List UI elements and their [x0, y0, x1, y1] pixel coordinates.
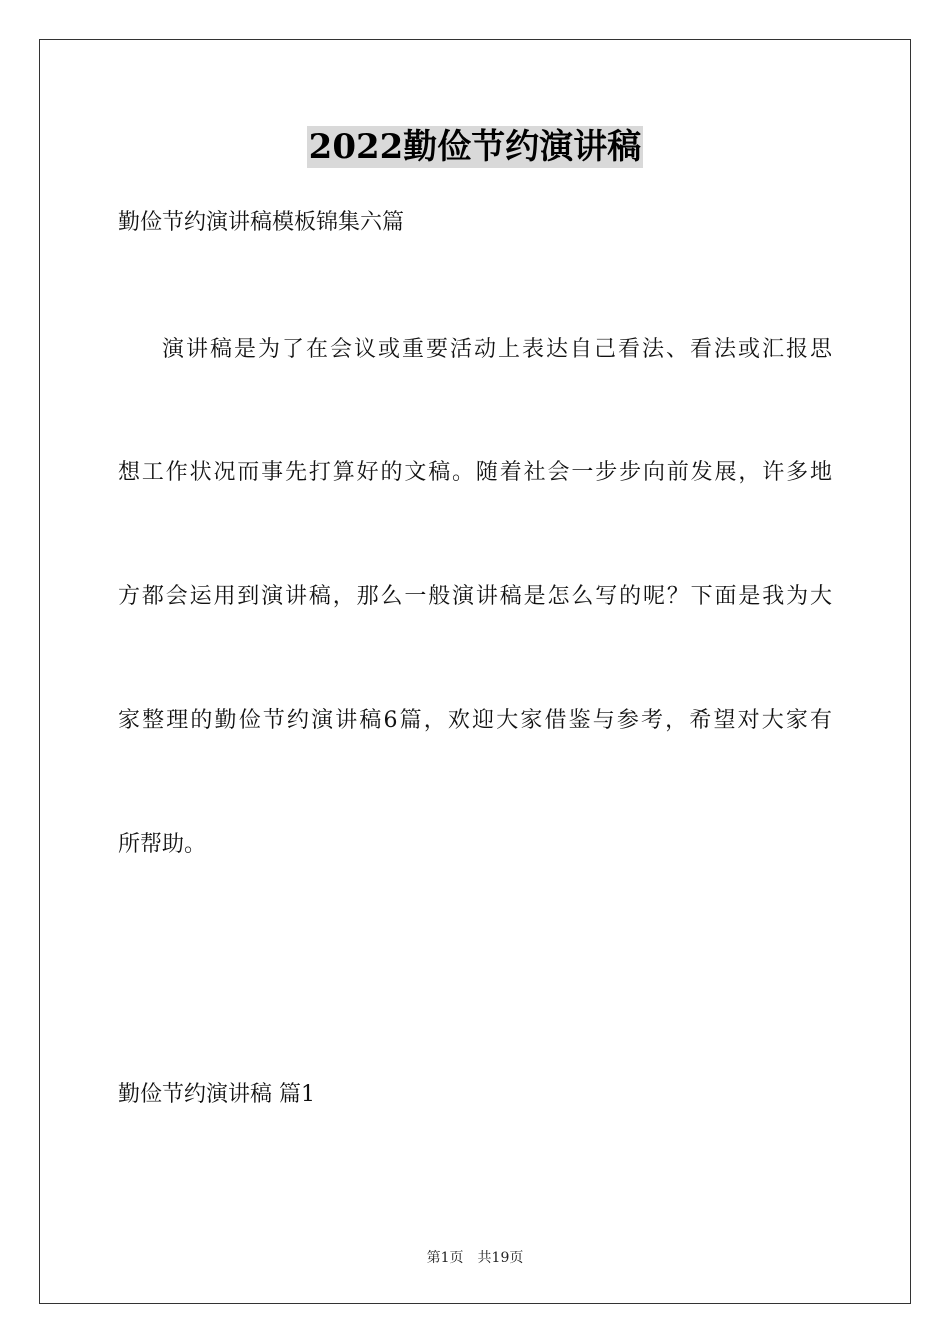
title-text: 2022勤俭节约演讲稿 — [308, 127, 642, 167]
intro-line-2: 想工作状况而事先打算好的文稿。随着社会一步步向前发展，许多地 — [118, 460, 832, 485]
section-heading: 勤俭节约演讲稿 篇1 — [118, 1082, 315, 1107]
document-subtitle: 勤俭节约演讲稿模板锦集六篇 — [118, 210, 405, 235]
intro-line-3: 方都会运用到演讲稿，那么一般演讲稿是怎么写的呢？下面是我为大 — [118, 584, 832, 609]
intro-line-5: 所帮助。 — [118, 832, 207, 857]
page-number: 第1页 — [426, 1250, 464, 1266]
intro-line-4: 家整理的勤俭节约演讲稿6篇，欢迎大家借鉴与参考，希望对大家有 — [118, 708, 832, 733]
page-footer — [0, 1248, 950, 1268]
page-total: 共19页 — [477, 1250, 524, 1266]
intro-line-1: 演讲稿是为了在会议或重要活动上表达自己看法、看法或汇报思 — [162, 337, 832, 362]
document-title — [0, 126, 950, 168]
